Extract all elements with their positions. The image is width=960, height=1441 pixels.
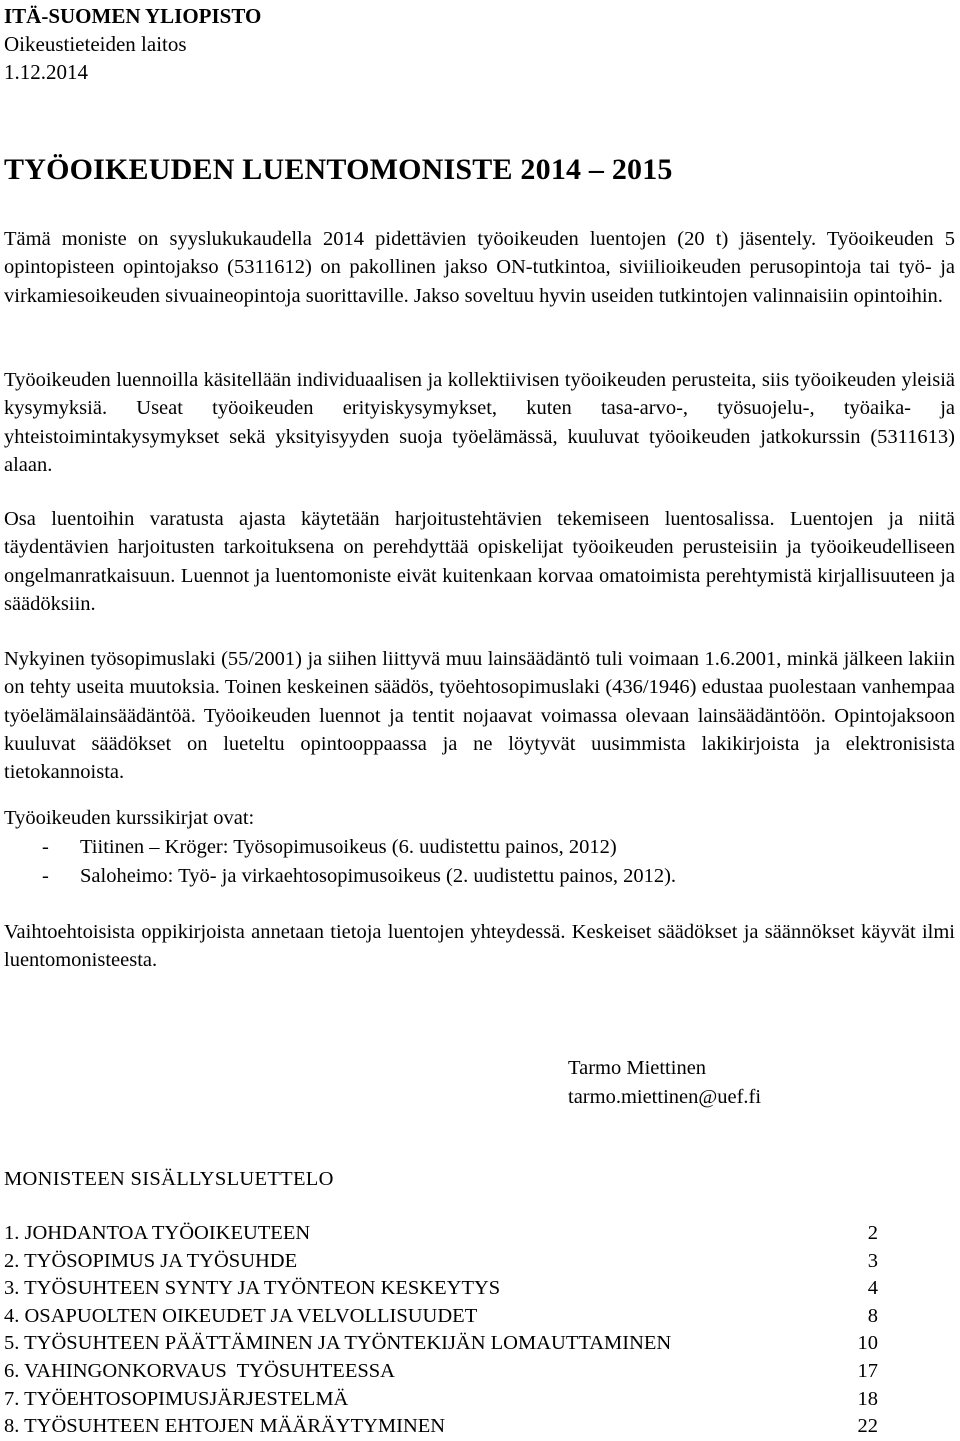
book-title: Saloheimo: Työ- ja virkaehtosopimusoikeus (2. uudistettu painos, 2012). (80, 865, 677, 887)
author-email[interactable]: tarmo.miettinen@uef.fi (568, 1085, 762, 1108)
alternative-books-paragraph: Vaihtoehtoisista oppikirjoista annetaan tietoja luentojen yhteydessä. Keskeiset säädökset ja säännökset käyvät ilmi luentomonisteesta. (4, 921, 955, 972)
toc-entry-page: 22 (857, 1415, 878, 1438)
university-name: ITÄ-SUOMEN YLIOPISTO (4, 4, 262, 28)
table-of-contents (4, 1220, 878, 1441)
lecture-content-paragraph: Työoikeuden luennoilla käsitellään individuaalisen ja kollektiivisen työoikeuden perusteita, siis työoikeuden yleisiä kysymyksiä. Useat työoikeuden erityiskysymykset, kuten tasa-arvo-, työsuojelu-, työaika- ja yhteistoimintakysymykset sekä yksityisyyden suoja työelämässä, kuuluvat työoikeuden jatkokurssin (5311613) alaan. (4, 369, 955, 476)
list-bullet: - (42, 865, 49, 887)
department-name: Oikeustieteiden laitos (4, 32, 187, 56)
toc-entry[interactable] (4, 1248, 878, 1276)
toc-entry[interactable] (4, 1386, 878, 1414)
toc-entry[interactable] (4, 1413, 878, 1441)
toc-entry[interactable] (4, 1220, 878, 1248)
author-signature (568, 1054, 761, 1111)
toc-entry-page: 8 (867, 1304, 878, 1327)
book-title: Tiitinen – Kröger: Työsopimusoikeus (6. uudistettu painos, 2012) (80, 836, 617, 858)
toc-entry[interactable] (4, 1358, 878, 1386)
document-date: 1.12.2014 (4, 60, 88, 84)
document-header (4, 2, 261, 86)
toc-entry-title: 5. TYÖSUHTEEN PÄÄTTÄMINEN JA TYÖNTEKIJÄN LOMAUTTAMINEN (4, 1332, 672, 1355)
course-books-section (4, 804, 955, 891)
toc-entry[interactable] (4, 1330, 878, 1358)
toc-entry[interactable] (4, 1275, 878, 1303)
list-bullet: - (42, 836, 49, 858)
toc-entry-page: 3 (867, 1249, 878, 1272)
author-name: Tarmo Miettinen (568, 1057, 707, 1079)
toc-entry-page: 18 (857, 1387, 878, 1410)
toc-entry-title: 4. OSAPUOLTEN OIKEUDET JA VELVOLLISUUDET (4, 1304, 478, 1327)
toc-entry-title: 2. TYÖSOPIMUS JA TYÖSUHDE (4, 1249, 298, 1272)
toc-entry-page: 4 (867, 1277, 878, 1300)
toc-entry-page: 2 (867, 1222, 878, 1244)
toc-entry-title: 6. VAHINGONKORVAUS TYÖSUHTEESSA (4, 1359, 395, 1382)
toc-entry-page: 17 (857, 1359, 878, 1382)
toc-entry-title: 7. TYÖEHTOSOPIMUSJÄRJESTELMÄ (4, 1387, 349, 1410)
list-item (4, 862, 955, 891)
toc-entry-title: 3. TYÖSUHTEEN SYNTY JA TYÖNTEON KESKEYTYS (4, 1277, 501, 1300)
toc-entry[interactable] (4, 1303, 878, 1331)
course-books-intro: Työoikeuden kurssikirjat ovat: (4, 807, 255, 829)
list-item (4, 833, 955, 862)
exercises-paragraph: Osa luentoihin varatusta ajasta käytetään harjoitustehtävien tekemiseen luentosalissa. Luentojen ja niitä täydentävien harjoitusten tarkoituksena on perehdyttää opiskelijat työoikeuden perusteisiin ja työoikeudelliseen ongelmanratkaisuun. Luennot ja luentomoniste eivät kuitenkaan korvaa omatoimista perehtymistä kirjallisuuteen ja säädöksiin. (4, 508, 955, 615)
intro-paragraph: Tämä moniste on syyslukukaudella 2014 pidettävien työoikeuden luentojen (20 t) jäsentely. Työoikeuden 5 opintopisteen opintojakso (5311612) on pakollinen jakso ON-tutkintoa, siviilioikeuden perusopintoja tai työ- ja virkamiesoikeuden sivuaineopintoja suorittaville. Jakso soveltuu hyvin useiden tutkintojen valinnaisiin opintoihin. (4, 228, 955, 307)
toc-entry-title: 1. JOHDANTOA TYÖOIKEUTEEN (4, 1222, 311, 1244)
toc-entry-page: 10 (857, 1332, 878, 1355)
toc-entry-title: 8. TYÖSUHTEEN EHTOJEN MÄÄRÄYTYMINEN (4, 1415, 446, 1438)
document-title: TYÖOIKEUDEN LUENTOMONISTE 2014 – 2015 (4, 153, 673, 186)
legislation-paragraph: Nykyinen työsopimuslaki (55/2001) ja siihen liittyvä muu lainsäädäntö tuli voimaan 1.6.2001, minkä jälkeen lakiin on tehty useita muutoksia. Toinen keskeinen säädös, työehtosopimuslaki (436/1946) edustaa puolestaan vanhempaa työelämälainsäädäntöä. Työoikeuden luennot ja tentit nojaavat voimassa olevaan lainsäädäntöön. Opintojaksoon kuuluvat säädökset on lueteltu opintooppaassa ja ne löytyvät uusimmista lakikirjoista ja elektronisista tietokannoista. (4, 648, 955, 784)
course-books-list (4, 833, 955, 891)
toc-heading: MONISTEEN SISÄLLYSLUETTELO (4, 1168, 334, 1190)
